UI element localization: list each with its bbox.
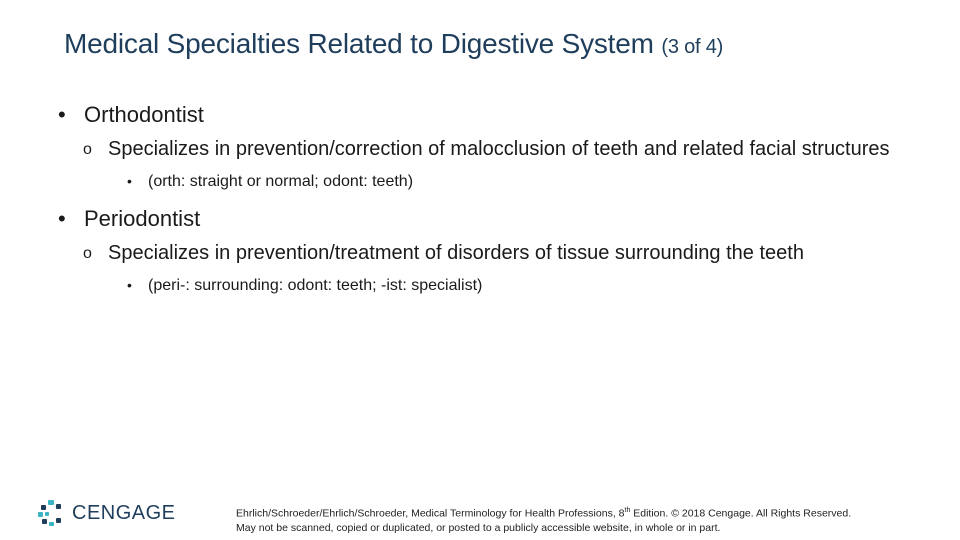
bullet-text: Orthodontist <box>84 102 204 127</box>
bullet-marker: • <box>58 206 66 231</box>
citation-superscript: th <box>624 507 631 514</box>
bullet-text: Specializes in prevention/correction of malocclusion of teeth and related facial structures <box>108 138 890 160</box>
bullet-marker: • <box>58 102 66 127</box>
bullet-text: Periodontist <box>84 206 201 231</box>
bullet-text: (peri-: surrounding: odont: teeth; -ist: specialist) <box>148 277 483 294</box>
bullet-level1 <box>58 102 918 128</box>
bullet-level2 <box>58 242 918 264</box>
bullet-marker: • <box>127 277 132 293</box>
citation-line-2: May not be scanned, copied or duplicated, or posted to a publicly accessible website, in whole or in part. <box>236 521 721 534</box>
slide-title-text: Medical Specialties Related to Digestive System <box>64 28 654 59</box>
bullet-block-periodontist <box>58 206 918 296</box>
bullet-text: Specializes in prevention/treatment of disorders of tissue surrounding the teeth <box>108 242 804 264</box>
bullet-text: (orth: straight or normal; odont: teeth) <box>148 173 414 190</box>
bullet-marker: o <box>83 141 92 158</box>
citation-suffix: Edition. © 2018 Cengage. All Rights Reserved. <box>630 507 852 520</box>
bullet-block-orthodontist <box>58 102 918 192</box>
bullet-marker: • <box>127 173 132 189</box>
citation-line-1 <box>236 504 956 521</box>
bullet-level1 <box>58 206 918 232</box>
cengage-logo-text: CENGAGE <box>72 501 176 524</box>
cengage-logo-icon <box>36 498 66 528</box>
bullet-level2 <box>58 138 918 160</box>
slide-title-suffix: (3 of 4) <box>661 36 724 58</box>
citation-footer <box>236 504 956 535</box>
bullet-marker: o <box>83 245 92 262</box>
bullet-level3 <box>58 172 918 192</box>
cengage-logo <box>36 498 176 528</box>
slide-content <box>58 102 918 296</box>
bullet-level3 <box>58 276 918 296</box>
citation-prefix: Ehrlich/Schroeder/Ehrlich/Schroeder, Medical Terminology for Health Professions, 8 <box>236 507 625 520</box>
slide-title <box>64 28 924 60</box>
